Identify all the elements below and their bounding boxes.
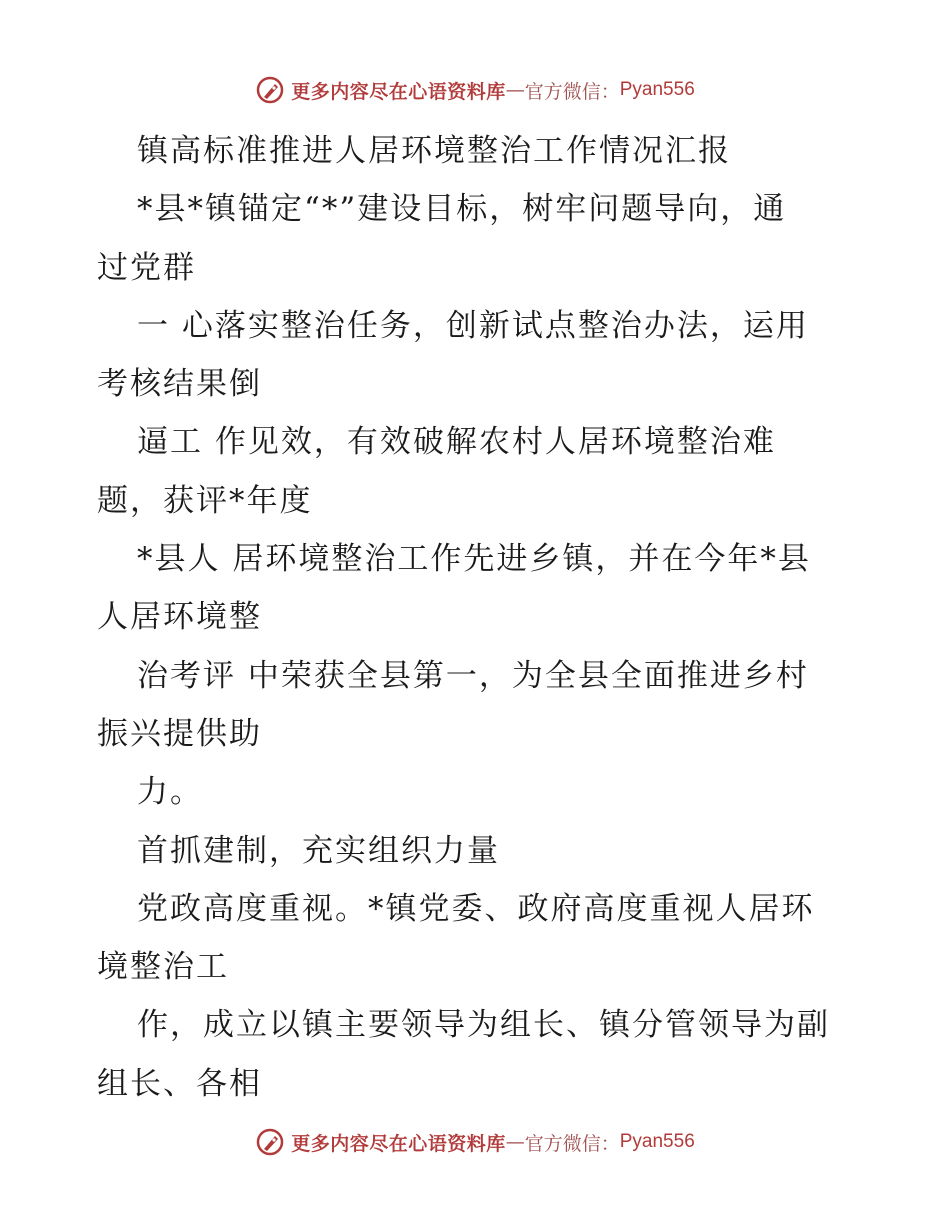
- paragraph-line: 人居环境整: [97, 599, 262, 636]
- pen-nib-logo-icon: [255, 75, 285, 105]
- paragraph-line: 题，获评*年度: [97, 482, 313, 519]
- paragraph-line: *县人 居环境整治工作先进乡镇，并在今年*县: [137, 541, 811, 578]
- paragraph-line: 境整治工: [97, 949, 229, 986]
- banner-title: 更多内容尽在心语资料库: [291, 1132, 506, 1155]
- paragraph-line: 振兴提供助: [97, 715, 262, 752]
- banner-wechat-id: Pyan556: [619, 79, 695, 100]
- banner-wechat-label: 官方微信：: [524, 1132, 620, 1155]
- header-banner: [0, 70, 950, 110]
- banner-wechat-label: 官方微信：: [524, 80, 620, 103]
- footer-banner: [0, 1122, 950, 1162]
- paragraph-line: 逼工 作见效，有效破解农村人居环境整治难: [137, 424, 776, 461]
- paragraph-line: 组长、各相: [97, 1065, 262, 1102]
- document-body: [97, 122, 857, 1113]
- paragraph-line: 党政高度重视。*镇党委、政府高度重视人居环: [137, 890, 815, 927]
- banner-wechat-id: Pyan556: [619, 1131, 695, 1152]
- banner-title: 更多内容尽在心语资料库: [291, 80, 506, 103]
- paragraph-line: 首抓建制，充实组织力量: [137, 832, 500, 869]
- paragraph-line: 一 心落实整治任务，创新试点整治办法，运用: [137, 307, 809, 344]
- paragraph-line: 治考评 中荣获全县第一，为全县全面推进乡村: [137, 657, 809, 694]
- paragraph-line: 考核结果倒: [97, 366, 262, 403]
- paragraph-line: *县*镇锚定“*”建设目标，树牢问题导向，通: [137, 191, 787, 228]
- paragraph-line: 过党群: [97, 249, 196, 286]
- banner-separator: —: [505, 1131, 525, 1153]
- paragraph-line: 力。: [137, 774, 203, 811]
- paragraph-line: 镇高标准推进人居环境整治工作情况汇报: [137, 133, 731, 169]
- pen-nib-logo-icon: [255, 1127, 285, 1157]
- banner-separator: —: [505, 79, 525, 101]
- paragraph-line: 作，成立以镇主要领导为组长、镇分管领导为副: [137, 1007, 830, 1044]
